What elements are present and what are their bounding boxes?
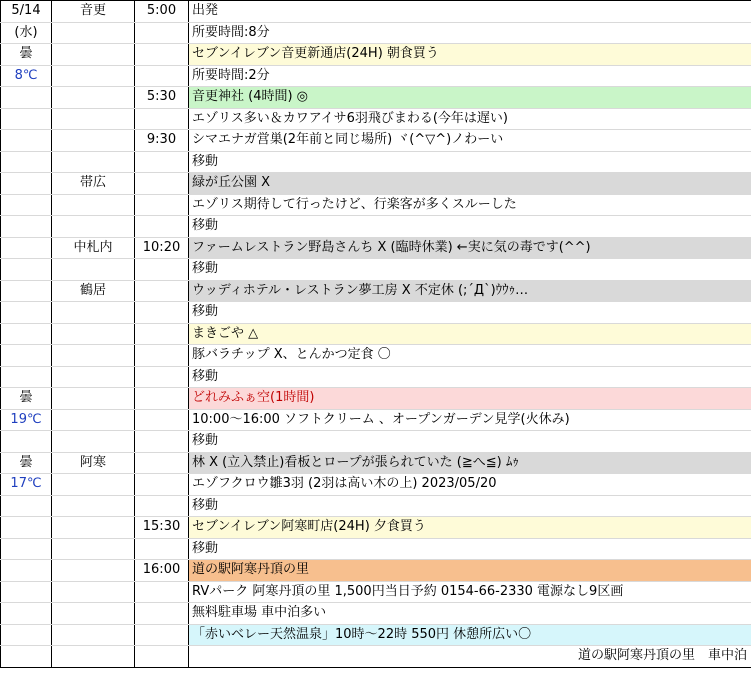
date-weather-cell: 17℃ xyxy=(1,474,52,496)
activity-cell: 「赤いベレー天然温泉」10時～22時 550円 休憩所広い〇 xyxy=(189,624,751,646)
activity-cell: 移動 xyxy=(189,302,751,324)
date-weather-cell xyxy=(1,302,52,324)
location-cell: 中札内 xyxy=(52,237,135,259)
table-row xyxy=(1,366,751,388)
table-row xyxy=(1,624,751,646)
table-row xyxy=(1,388,751,410)
date-weather-cell xyxy=(1,280,52,302)
table-row xyxy=(1,130,751,152)
date-weather-cell xyxy=(1,87,52,109)
time-cell xyxy=(135,495,189,517)
date-weather-cell xyxy=(1,130,52,152)
date-weather-cell xyxy=(1,517,52,539)
date-weather-cell: 19℃ xyxy=(1,409,52,431)
time-cell xyxy=(135,302,189,324)
table-row xyxy=(1,22,751,44)
time-cell xyxy=(135,366,189,388)
table-row xyxy=(1,194,751,216)
table-row xyxy=(1,495,751,517)
location-cell xyxy=(52,108,135,130)
time-cell xyxy=(135,108,189,130)
location-cell xyxy=(52,603,135,625)
activity-cell: 道の駅阿寒丹頂の里 xyxy=(189,560,751,582)
time-cell xyxy=(135,603,189,625)
time-cell xyxy=(135,65,189,87)
date-weather-cell xyxy=(1,495,52,517)
time-cell xyxy=(135,44,189,66)
location-cell xyxy=(52,323,135,345)
activity-cell: 移動 xyxy=(189,259,751,281)
activity-cell: まきごや △ xyxy=(189,323,751,345)
time-cell xyxy=(135,409,189,431)
table-row xyxy=(1,259,751,281)
time-cell xyxy=(135,452,189,474)
date-weather-cell xyxy=(1,173,52,195)
activity-cell: エゾリス多い＆カワアイサ6羽飛びまわる(今年は遅い) xyxy=(189,108,751,130)
time-cell xyxy=(135,474,189,496)
location-cell: 音更 xyxy=(52,1,135,23)
location-cell xyxy=(52,259,135,281)
activity-cell: 道の駅阿寒丹頂の里 車中泊 xyxy=(189,646,751,668)
date-weather-cell xyxy=(1,624,52,646)
location-cell: 鶴居 xyxy=(52,280,135,302)
table-row xyxy=(1,87,751,109)
activity-cell: 豚バラチップ X、とんかつ定食 〇 xyxy=(189,345,751,367)
table-row xyxy=(1,302,751,324)
time-cell xyxy=(135,173,189,195)
time-cell xyxy=(135,581,189,603)
activity-cell: 音更神社 (4時間) ◎ xyxy=(189,87,751,109)
table-row xyxy=(1,237,751,259)
table-row xyxy=(1,538,751,560)
date-weather-cell xyxy=(1,216,52,238)
date-weather-cell: 曇 xyxy=(1,44,52,66)
location-cell xyxy=(52,646,135,668)
time-cell xyxy=(135,323,189,345)
time-cell: 16:00 xyxy=(135,560,189,582)
table-row xyxy=(1,323,751,345)
location-cell xyxy=(52,216,135,238)
time-cell: 15:30 xyxy=(135,517,189,539)
activity-cell: エゾフクロウ雛3羽 (2羽は高い木の上) 2023/05/20 xyxy=(189,474,751,496)
table-row xyxy=(1,108,751,130)
date-weather-cell xyxy=(1,603,52,625)
date-weather-cell xyxy=(1,581,52,603)
location-cell xyxy=(52,517,135,539)
activity-cell: 移動 xyxy=(189,538,751,560)
time-cell: 5:30 xyxy=(135,87,189,109)
time-cell xyxy=(135,624,189,646)
table-row xyxy=(1,452,751,474)
date-weather-cell xyxy=(1,108,52,130)
location-cell xyxy=(52,44,135,66)
table-row xyxy=(1,646,751,668)
activity-cell: 林 X (立入禁止)看板とロープが張られていた (≧へ≦) ﾑｩ xyxy=(189,452,751,474)
activity-cell: 移動 xyxy=(189,495,751,517)
table-row xyxy=(1,560,751,582)
activity-cell: ウッディホテル・レストラン夢工房 X 不定休 (;´Д`)ｳｳｩ… xyxy=(189,280,751,302)
location-cell: 阿寒 xyxy=(52,452,135,474)
table-row xyxy=(1,173,751,195)
activity-cell: どれみふぁ空(1時間) xyxy=(189,388,751,410)
activity-cell: エゾリス期待して行ったけど、行楽客が多くスルーした xyxy=(189,194,751,216)
activity-cell: 所要時間:8分 xyxy=(189,22,751,44)
activity-cell: 移動 xyxy=(189,151,751,173)
table-row xyxy=(1,409,751,431)
date-weather-cell: 曇 xyxy=(1,452,52,474)
time-cell xyxy=(135,194,189,216)
table-row xyxy=(1,517,751,539)
table-row xyxy=(1,431,751,453)
time-cell xyxy=(135,538,189,560)
location-cell xyxy=(52,581,135,603)
table-row xyxy=(1,1,751,23)
time-cell xyxy=(135,388,189,410)
date-weather-cell xyxy=(1,194,52,216)
location-cell xyxy=(52,302,135,324)
location-cell xyxy=(52,345,135,367)
table-row xyxy=(1,474,751,496)
table-row xyxy=(1,151,751,173)
activity-cell: セブンイレブン阿寒町店(24H) 夕食買う xyxy=(189,517,751,539)
table-row xyxy=(1,280,751,302)
date-weather-cell xyxy=(1,560,52,582)
location-cell xyxy=(52,130,135,152)
time-cell xyxy=(135,646,189,668)
date-weather-cell xyxy=(1,345,52,367)
location-cell xyxy=(52,560,135,582)
location-cell xyxy=(52,65,135,87)
location-cell xyxy=(52,388,135,410)
location-cell xyxy=(52,194,135,216)
date-weather-cell: 8℃ xyxy=(1,65,52,87)
location-cell xyxy=(52,474,135,496)
date-weather-cell xyxy=(1,151,52,173)
activity-cell: 出発 xyxy=(189,1,751,23)
date-weather-cell xyxy=(1,259,52,281)
date-weather-cell: 曇 xyxy=(1,388,52,410)
activity-cell: 緑が丘公園 X xyxy=(189,173,751,195)
date-weather-cell: 5/14 xyxy=(1,1,52,23)
time-cell: 10:20 xyxy=(135,237,189,259)
activity-cell: RVパーク 阿寒丹頂の里 1,500円当日予約 0154-66-2330 電源なし9区画 xyxy=(189,581,751,603)
time-cell xyxy=(135,259,189,281)
location-cell xyxy=(52,22,135,44)
location-cell xyxy=(52,366,135,388)
location-cell xyxy=(52,624,135,646)
location-cell: 帯広 xyxy=(52,173,135,195)
activity-cell: 移動 xyxy=(189,366,751,388)
location-cell xyxy=(52,495,135,517)
table-row xyxy=(1,603,751,625)
location-cell xyxy=(52,87,135,109)
time-cell xyxy=(135,151,189,173)
time-cell xyxy=(135,216,189,238)
table-row xyxy=(1,581,751,603)
table-row xyxy=(1,44,751,66)
date-weather-cell xyxy=(1,237,52,259)
itinerary-rows xyxy=(1,1,751,668)
activity-cell: 移動 xyxy=(189,431,751,453)
date-weather-cell xyxy=(1,431,52,453)
activity-cell: 移動 xyxy=(189,216,751,238)
activity-cell: シマエナガ営巣(2年前と同じ場所) ヾ(^▽^)ノわーい xyxy=(189,130,751,152)
activity-cell: 所要時間:2分 xyxy=(189,65,751,87)
location-cell xyxy=(52,431,135,453)
location-cell xyxy=(52,538,135,560)
time-cell xyxy=(135,345,189,367)
time-cell xyxy=(135,431,189,453)
table-row xyxy=(1,216,751,238)
date-weather-cell: (水) xyxy=(1,22,52,44)
table-row xyxy=(1,345,751,367)
activity-cell: 無料駐車場 車中泊多い xyxy=(189,603,751,625)
date-weather-cell xyxy=(1,646,52,668)
time-cell: 9:30 xyxy=(135,130,189,152)
date-weather-cell xyxy=(1,538,52,560)
activity-cell: セブンイレブン音更新通店(24H) 朝食買う xyxy=(189,44,751,66)
location-cell xyxy=(52,409,135,431)
date-weather-cell xyxy=(1,323,52,345)
time-cell: 5:00 xyxy=(135,1,189,23)
activity-cell: ファームレストラン野島さんち X (臨時休業) ←実に気の毒です(^^) xyxy=(189,237,751,259)
location-cell xyxy=(52,151,135,173)
table-row xyxy=(1,65,751,87)
activity-cell: 10:00～16:00 ソフトクリーム 、オープンガーデン見学(火休み) xyxy=(189,409,751,431)
time-cell xyxy=(135,22,189,44)
date-weather-cell xyxy=(1,366,52,388)
time-cell xyxy=(135,280,189,302)
